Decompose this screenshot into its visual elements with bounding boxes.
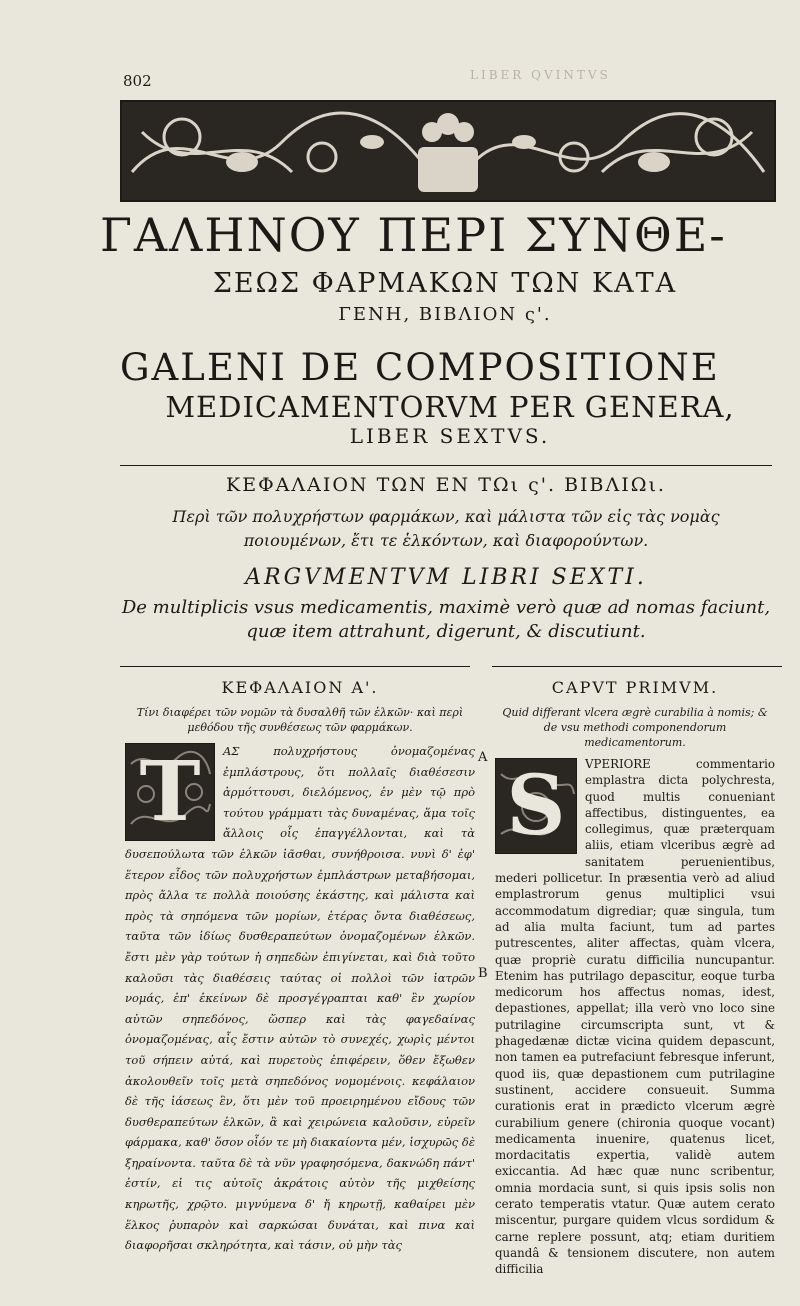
greek-title-line-1: ΓΑΛΗΝΟΥ ΠΕΡΙ ΣΥΝΘΕ- [100,208,727,262]
margin-letter-b: B [478,966,488,981]
page-number: 802 [123,72,152,90]
latin-title-line-3: LIBER SEXTVS. [349,424,551,448]
latin-body-text: VPERIORE commentario emplastra dicta polychresta, quod multis conueniant affectibus, distinguentes, ea collegimus, quæ præterquam aliis, etiam vlceribus ægrè ad sanitatem peruenientibus, mederi pollicetur. In præsentia verò ad aliud emplastrorum genus multiplici vsui accommodatum digrediar; quæ singula, tum ad alia multa faciunt, tum ad partes putrescentes, aliter affectas, quàm vlcera, quæ propriè curatu difficilia nuncupantur. Etenim has putrilago depascitur, eoque turba medicorum hos affectus nomas, idest, depastiones, appellat; illa verò vno loco sine putrilagine circumscripta sunt, vt & phagedænæ dictæ vicina quidem depascunt, non tamen ea putrefaciunt febresque inferunt, quod iis, quæ depastionem cum putrilagine sustinent, accidere consueuit. Summa curationis erat in prædicto vlcerum ægrè curabilium genere (chironia quoque vocant) medicamenta inuenire, quatenus licet, mordacitatis expertia, validè autem exiccantia. Ad hæc quæ nunc scribentur, omnia mordacia sunt, si quis ipsis solis non cerato temperatis vtatur. Quæ autem cerato miscentur, purgare quidem vlcus sordidum & carne replere possunt, atq; etiam duritiem quandâ & tensionem discutere, non autem difficilia [495,757,775,1277]
latin-title-line-2: MEDICAMENTORVM PER GENERA, [165,390,735,424]
argument-text: De multiplicis vsus medicamentis, maximè verò quæ ad nomas faciunt, quæ item attrahunt, digerunt, & discutiunt. [121,597,771,642]
left-column-rule [120,666,470,667]
right-column-rule [492,666,782,667]
greek-chapter-heading: ΚΕΦΑΛΑΙΟΝ Α'. [221,678,379,697]
bleed-through-text: LIBER QVINTVS [470,68,611,82]
decorated-initial-t [125,743,215,841]
greek-title-line-3: ΓΕΝΗ, ΒΙΒΛΙΟΝ ς'. [338,304,552,325]
headpiece-ornament [120,100,776,202]
margin-letter-a: A [478,750,488,765]
greek-chapter-subheading: Τίνι διαφέρει τῶν νομῶν τὰ δυσαλθῆ τῶν ἑλκῶν· καὶ περὶ μεθόδου τῆς συνθέσεως τῶν φαρμάκων. [136,706,464,734]
divider-rule [120,465,772,466]
greek-body-text: ΑΣ πολυχρήστους ὀνομαζομένας ἐμπλάστρους, ὅτι πολλαῖς διαθέσεσιν ἁρμόττουσι, διελόμενος, ἐν μὲν τῷ πρὸ τούτου γράμματι τὰς δυναμένας, ἅμα τοῖς ἄλλοις οἷς ἐπαγγέλλονται, καὶ τὰ δυσεπούλωτα τῶν ἑλκῶν ἰᾶσθαι, συνήθροισα. νυνὶ δ' ἐφ' ἕτερον εἶδος τῶν πολυχρήστων ἐμπλάστρων μεταβήσομαι, πρὸς ἄλλα τε πολλὰ ποιούσης ἑκάστης, καὶ μάλιστα καὶ πρὸς τὰ σηπόμενα τῶν μορίων, ἑτέρας ὄντα διαθέσεως, ταῦτα τῶν ἰδίως δυσθεραπεύτων ὀνομαζομένων ἑλκῶν. ἔστι μὲν γὰρ τούτων ἡ σηπεδὼν ἐπιγίνεται, καὶ διὰ τοῦτο καλοῦσι τὰς διαθέσεις ταύτας οἱ πολλοὶ τῶν ἰατρῶν νομάς, ἐπ' ἐκείνων δὲ προσγέγραπται καθ' ἓν χωρίον αὐτῶν σηπεδόνος, ὥσπερ καὶ τὰς φαγεδαίνας ὀνομαζομένας, αἷς ἔστιν αὐτῶν τὸ συνεχές, χωρὶς μέντοι τοῦ σήπειν αὐτά, καὶ πυρετοὺς ἐπιφέρειν, ὅθεν ἔξωθεν ἀκολουθεῖν τοῖς μετὰ σηπεδόνος νομομένοις. κεφάλαιον δὲ τῆς ἰάσεως ἓν, ὅτι μὲν τοῦ προειρημένου εἴδους τῶν δυσθεραπεύτων ἑλκῶν, ἃ καὶ χειρώνεια καλοῦσιν, εὑρεῖν φάρμακα, καθ' ὅσον οἷόν τε μὴ διακαίοντα μέν, ἰσχυρῶς δὲ ξηραίνοντα. ταῦτα δὲ τὰ νῦν γραφησόμενα, δακνώδη πάντ' ἐστίν, εἰ τις αὐτοῖς ἀκράτοις αὐτὸν τῆς μιχθείσης κηρωτῆς, χρῷτο. μιγνύμενα δ' ἤ κηρωτῇ, καθαίρει μὲν ἕλκος ῥυπαρὸν καὶ σαρκώσαι δυνάται, καὶ πινα καὶ διαφορῆσαι σκληρότητα, καὶ τάσιν, οὐ μὴν τὰς [125,744,475,1253]
greek-title-line-2: ΣΕΩΣ ΦΑΡΜΑΚΩΝ ΤΩΝ ΚΑΤΑ [212,268,678,299]
chapter-list-text: Περὶ τῶν πολυχρήστων φαρμάκων, καὶ μάλιστα τῶν εἰς τὰς νομὰς ποιουμένων, ἔτι τε ἑλκόντων, καὶ διαφορούντων. [172,507,720,550]
latin-chapter-subheading: Quid differant vlcera ægrè curabilia à nomis; & de vsu methodi componendorum medicamentorum. [502,706,768,749]
foliage-ornament-icon [122,102,774,200]
greek-column [125,676,475,1256]
decorated-initial-s [495,758,577,854]
latin-title-line-1: GALENI DE COMPOSITIONE [120,346,720,389]
initial-letter-t: T [139,744,201,840]
latin-chapter-heading: CAPVT PRIMVM. [551,678,719,697]
initial-letter-s: S [506,758,566,854]
latin-column [495,676,775,1278]
argument-title: ARGVMENTVM LIBRI SEXTI. [245,565,647,590]
chapter-list-title: ΚΕΦΑΛΑΙΟΝ ΤΩΝ ΕΝ ΤΩι ς'. ΒΙΒΛΙΩι. [226,474,666,496]
